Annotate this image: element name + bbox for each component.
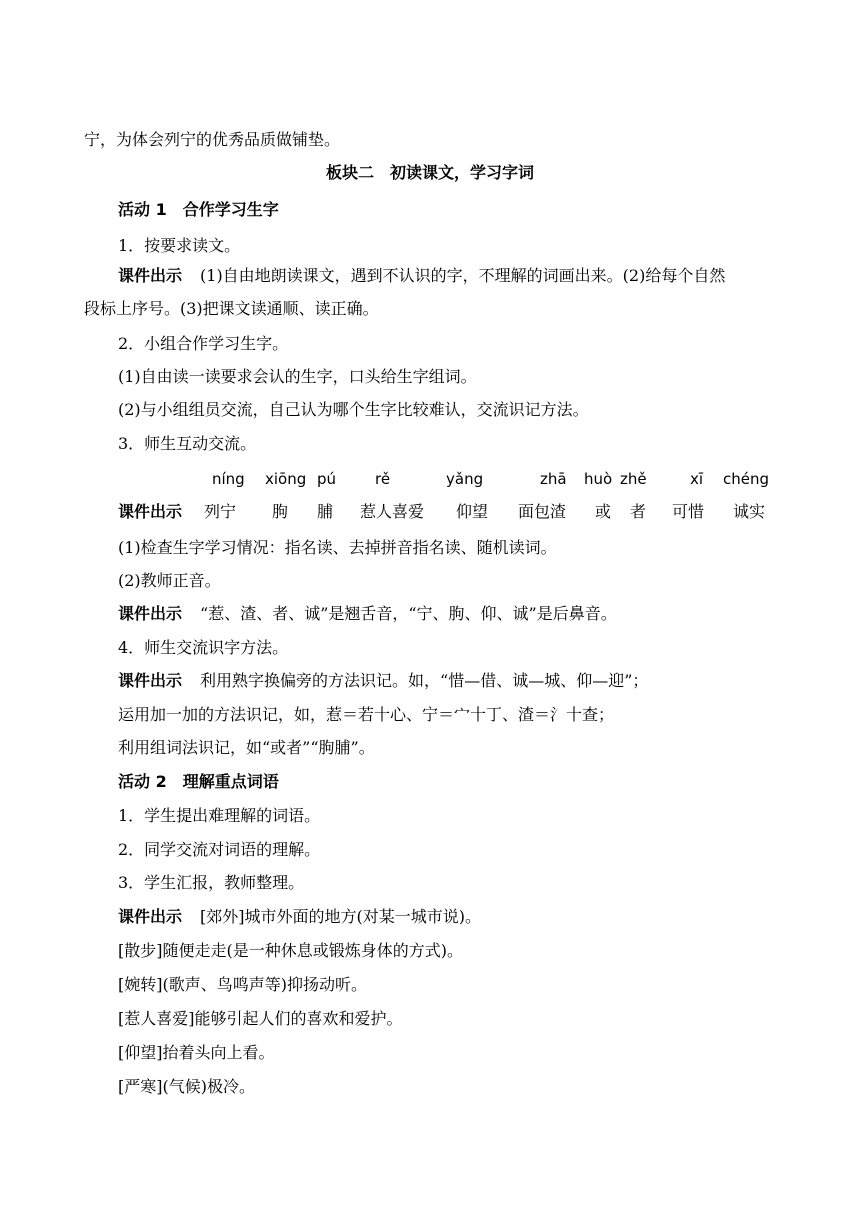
pinyin: zhā (540, 470, 567, 488)
courseware-1: 课件出示 (1)自由地朗读课文，遇到不认识的字，不理解的词画出来。(2)给每个自然 (118, 266, 726, 285)
pinyin: níng (212, 470, 245, 488)
vocab-word: 惹人喜爱 (360, 502, 425, 521)
method-add: 运用加一加的方法识记，如，惹＝若十心、宁＝宀十丁、渣＝氵十查； (118, 705, 615, 724)
definition: [仰望]抬着头向上看。 (118, 1043, 275, 1062)
courseware-4: 课件出示 利用熟字换偏旁的方法识记。如，“惜—借、诚—城、仰—迎”； (118, 671, 649, 690)
step-4: 4．师生交流识字方法。 (118, 638, 289, 657)
courseware-label: 课件出示 (118, 604, 183, 623)
pinyin: yǎng (446, 470, 484, 488)
pinyin: chéng (723, 470, 770, 488)
pinyin: xī (690, 470, 704, 488)
step-1: 1．按要求读文。 (118, 236, 241, 255)
courseware-3: 课件出示 “惹、渣、者、诚”是翘舌音，“宁、朐、仰、诚”是后鼻音。 (118, 604, 617, 623)
courseware-label: 课件出示 (118, 907, 183, 926)
step-2: 2．小组合作学习生字。 (118, 334, 289, 353)
courseware-label: 课件出示 (118, 502, 183, 521)
pinyin: xiōng (265, 470, 307, 488)
method-group: 利用组词法识记，如“或者”“朐脯”。 (118, 738, 375, 757)
courseware-label: 课件出示 (118, 266, 183, 285)
courseware-5: 课件出示 [郊外]城市外面的地方(对某一城市说)。 (118, 907, 481, 926)
step-3-1: (1)检查生字学习情况：指名读、去掉拼音指名读、随机读词。 (118, 538, 557, 557)
activity-2-title: 活动 2 理解重点词语 (118, 772, 279, 791)
section-title: 板块二 初读课文，学习字词 (325, 163, 534, 182)
courseware-1-cont: 段标上序号。(3)把课文读通顺、读正确。 (84, 299, 379, 318)
activity-1-title: 活动 1 合作学习生字 (118, 200, 279, 219)
step-2-2: (2)与小组组员交流，自己认为哪个生字比较难认，交流识记方法。 (118, 400, 589, 419)
vocab-word: 诚实 (733, 502, 766, 521)
vocab-word: 可惜 (672, 502, 705, 521)
vocab-word: 脯 (317, 502, 334, 521)
q-step-1: 1．学生提出难理解的词语。 (118, 806, 321, 825)
vocab-word: 或 (595, 502, 612, 521)
step-3-2: (2)教师正音。 (118, 571, 221, 590)
text-line: 宁，为体会列宁的优秀品质做铺垫。 (84, 130, 341, 149)
definition: [严寒](气候)极冷。 (118, 1077, 255, 1096)
pinyin: zhě (620, 470, 647, 488)
step-3: 3．师生互动交流。 (118, 434, 257, 453)
step-2-1: (1)自由读一读要求会认的生字，口头给生字组词。 (118, 367, 477, 386)
vocab-word: 面包渣 (518, 502, 567, 521)
definition: [婉转](歌声、鸟鸣声等)抑扬动听。 (118, 975, 367, 994)
q-step-2: 2．同学交流对词语的理解。 (118, 840, 321, 859)
vocab-word: 列宁 (204, 502, 237, 521)
q-step-3: 3．学生汇报，教师整理。 (118, 873, 305, 892)
definition: [惹人喜爱]能够引起人们的喜欢和爱护。 (118, 1009, 403, 1028)
definition: [散步]随便走走(是一种休息或锻炼身体的方式)。 (118, 941, 463, 960)
pinyin: huò (584, 470, 613, 488)
vocab-word: 朐 (272, 502, 289, 521)
vocab-word: 仰望 (456, 502, 489, 521)
pinyin: pú (317, 470, 337, 488)
vocab-word: 者 (630, 502, 647, 521)
courseware-label: 课件出示 (118, 671, 183, 690)
pinyin: rě (375, 470, 391, 488)
